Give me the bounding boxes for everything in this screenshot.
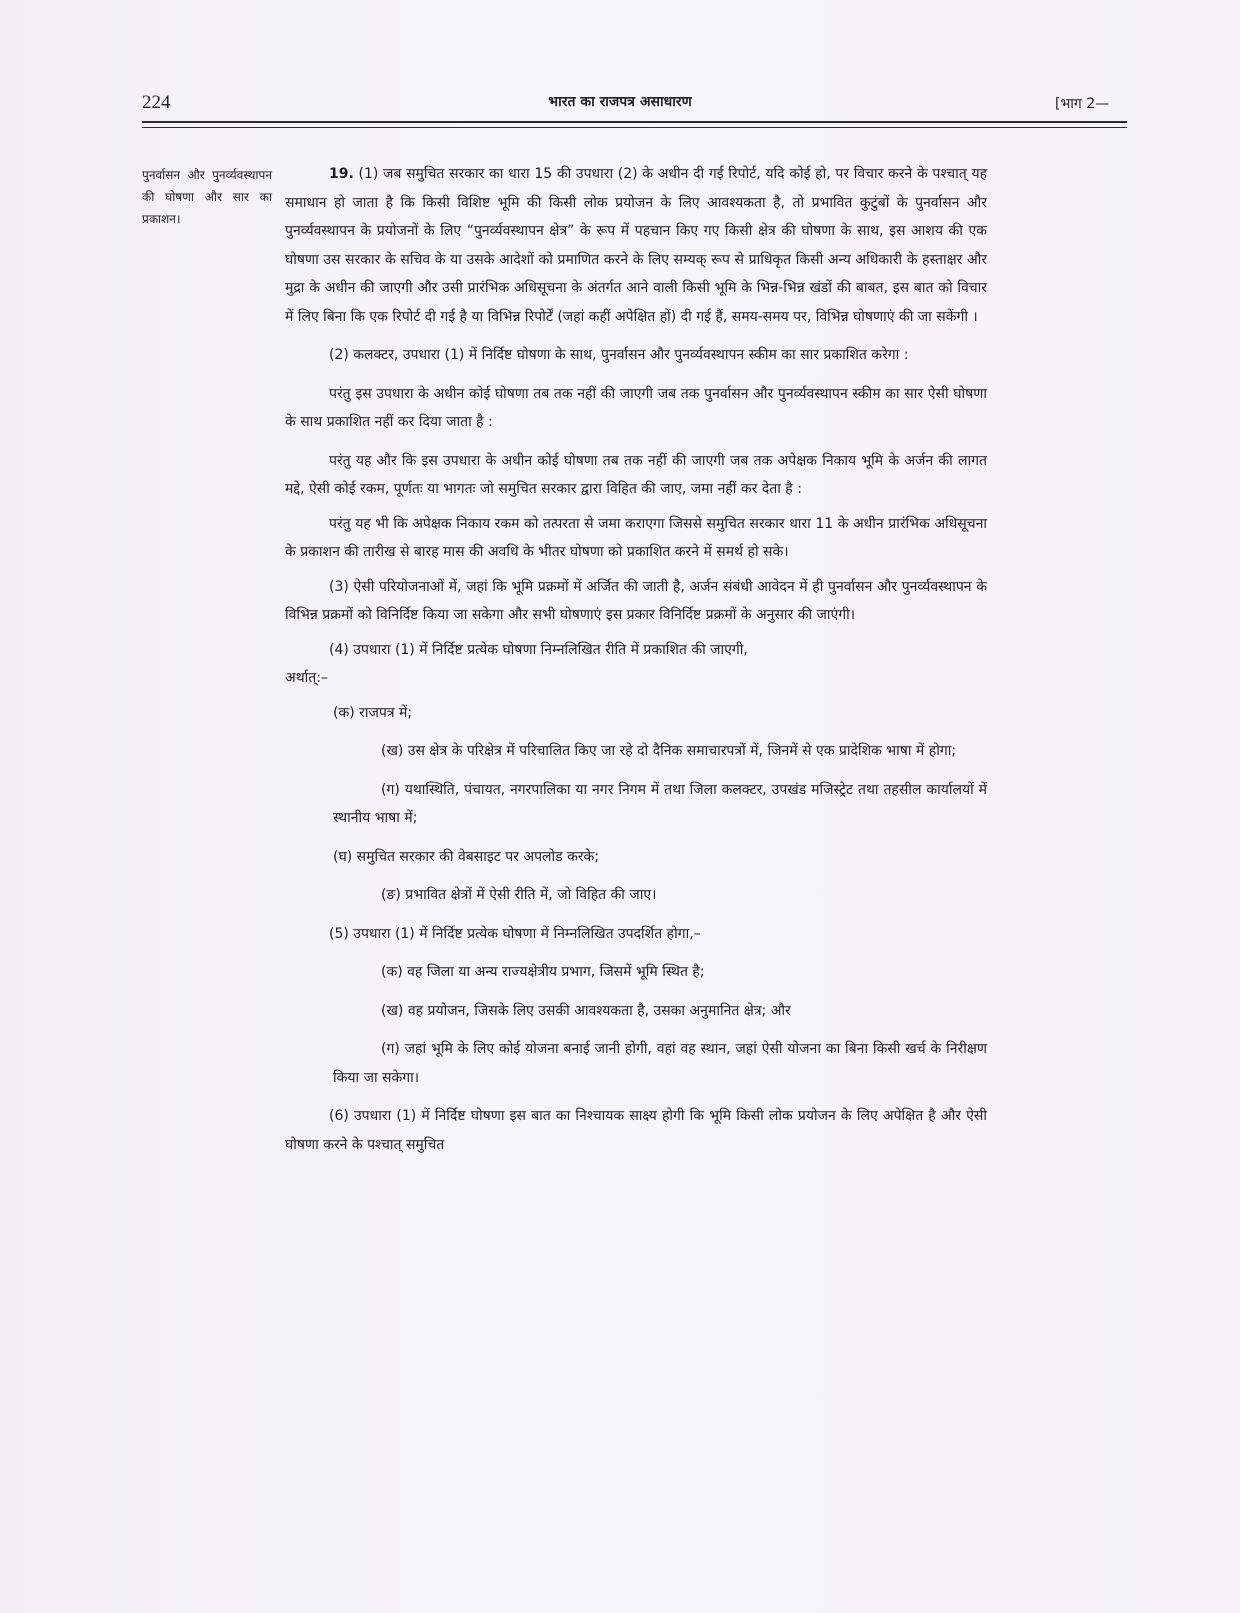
proviso-2: परंतु यह और कि इस उपधारा के अधीन कोई घोषणा तब तक नहीं की जाएगी जब तक अपेक्षक निकाय भूमि के अर्जन की लागत मद्दे, ऐसी कोई रकम, पूर्णतः या भागतः जो समुचित सरकार द्वारा विहित की जाए, जमा नहीं कर देता है : <box>285 452 987 497</box>
proviso-3: परंतु यह भी कि अपेक्षक निकाय रकम को तत्परता से जमा कराएगा जिससे समुचित सरकार धारा 11 के अधीन प्रारंभिक अधिसूचना के प्रकाशन की तारीख से बारह मास की अवधि के भीतर घोषणा को प्रकाशित करने में समर्थ हो सके। <box>285 515 987 560</box>
subsection-4: (4) उपधारा (1) में निर्दिष्ट प्रत्येक घोषणा निम्नलिखित रीति में प्रकाशित की जाएगी, <box>329 641 748 658</box>
subsection-3: (3) ऐसी परियोजनाओं में, जहां कि भूमि प्रक्रमों में अर्जित की जाती है, अर्जन संबंधी आवेदन में ही पुनर्वासन और पुनर्व्यवस्थापन के विभिन्न प्रक्रमों को विनिर्दिष्ट किया जा सकेगा और सभी घोषणाएं इस प्रकार विनिर्दिष्ट प्रक्रमों के अनुसार की जाएंगी। <box>285 578 987 623</box>
list-item: (ग) जहां भूमि के लिए कोई योजना बनाई जानी होगी, वहां वह स्थान, जहां ऐसी योजना का बिना किसी खर्च के निरीक्षण किया जा सकेगा। <box>333 1041 987 1086</box>
subsection-1 <box>285 160 987 331</box>
marginal-note: पुनर्वासन और पुनर्व्यवस्थापन की घोषणा और सार का प्रकाशन। <box>142 168 272 226</box>
page-number: 224 <box>142 92 171 113</box>
subsection-5: (5) उपधारा (1) में निर्दिष्ट प्रत्येक घोषणा में निम्नलिखित उपदर्शित होगा,– <box>329 925 701 942</box>
section-body <box>285 160 987 1169</box>
subsection-4-cont: अर्थात्:– <box>285 670 328 686</box>
header-rule-thin <box>142 127 1127 128</box>
subsection-2: (2) कलक्टर, उपधारा (1) में निर्दिष्ट घोषणा के साथ, पुनर्वासन और पुनर्व्यवस्थापन स्कीम का सार प्रकाशित करेगा : <box>329 347 909 363</box>
gazette-title: भारत का राजपत्र असाधारण <box>548 94 692 110</box>
list-item: (ख) वह प्रयोजन, जिसके लिए उसकी आवश्यकता है, उसका अनुमानित क्षेत्र; और <box>381 1002 791 1019</box>
proviso-1: परंतु इस उपधारा के अधीन कोई घोषणा तब तक नहीं की जाएगी जब तक पुनर्वासन और पुनर्व्यवस्थापन स्कीम का सार ऐसी घोषणा के साथ प्रकाशित नहीं कर दिया जाता है : <box>285 385 987 430</box>
list-item: (घ) समुचित सरकार की वेबसाइट पर अपलोड करके; <box>333 848 600 865</box>
list-item: (क) वह जिला या अन्य राज्यक्षेत्रीय प्रभाग, जिसमें भूमि स्थित है; <box>381 964 705 980</box>
section-number: 19. <box>329 166 354 182</box>
part-label: [भाग 2— <box>1055 96 1110 112</box>
list-item: (क) राजपत्र में; <box>333 704 413 721</box>
list-item: (ङ) प्रभावित क्षेत्रों में ऐसी रीति में, जो विहित की जाए। <box>381 887 657 903</box>
list-item: (ग) यथास्थिति, पंचायत, नगरपालिका या नगर निगम में तथा जिला कलक्टर, उपखंड मजिस्ट्रेट तथा तहसील कार्यालयों में स्थानीय भाषा में; <box>333 781 987 826</box>
list-item: (ख) उस क्षेत्र के परिक्षेत्र में परिचालित किए जा रहे दो दैनिक समाचारपत्रों में, जिनमें से एक प्रादेशिक भाषा में होगा; <box>381 743 957 759</box>
subsection-1-text: (1) जब समुचित सरकार का धारा 15 की उपधारा (2) के अधीन दी गई रिपोर्ट, यदि कोई हो, पर विचार करने के पश्चात् यह समाधान हो जाता है कि किसी विशिष्ट भूमि की किसी लोक प्रयोजन के लिए आवश्यकता है, तो प्रभावित कुटुंबों के पुनर्वासन और पुनर्व्यवस्थापन के प्रयोजनों के लिए “पुनर्व्यवस्थापन क्षेत्र” के रूप में पहचान किए गए किसी क्षेत्र की घोषणा के साथ, इस आशय की एक घोषणा उस सरकार के सचिव के या उसके आदेशों को प्रमाणित करने के लिए सम्यक् रूप से प्राधिकृत किसी अन्य अधिकारी के हस्ताक्षर और मुद्रा के अधीन की जाएगी और उसी प्रारंभिक अधिसूचना के अंतर्गत आने वाली किसी भूमि के भिन्न-भिन्न खंडों की बाबत, इस बात को विचार में लिए बिना कि एक रिपोर्ट दी गई है या विभिन्न रिपोर्टें (जहां कहीं अपेक्षित हों) दी गई हैं, समय-समय पर, विभिन्न घोषणाएं की जा सकेंगी । <box>285 166 988 325</box>
subsection-6: (6) उपधारा (1) में निर्दिष्ट घोषणा इस बात का निश्चायक साक्ष्य होगी कि भूमि किसी लोक प्रयोजन के लिए अपेक्षित है और ऐसी घोषणा करने के पश्चात् समुचित <box>285 1108 987 1153</box>
header-rule-thick <box>142 121 1127 123</box>
